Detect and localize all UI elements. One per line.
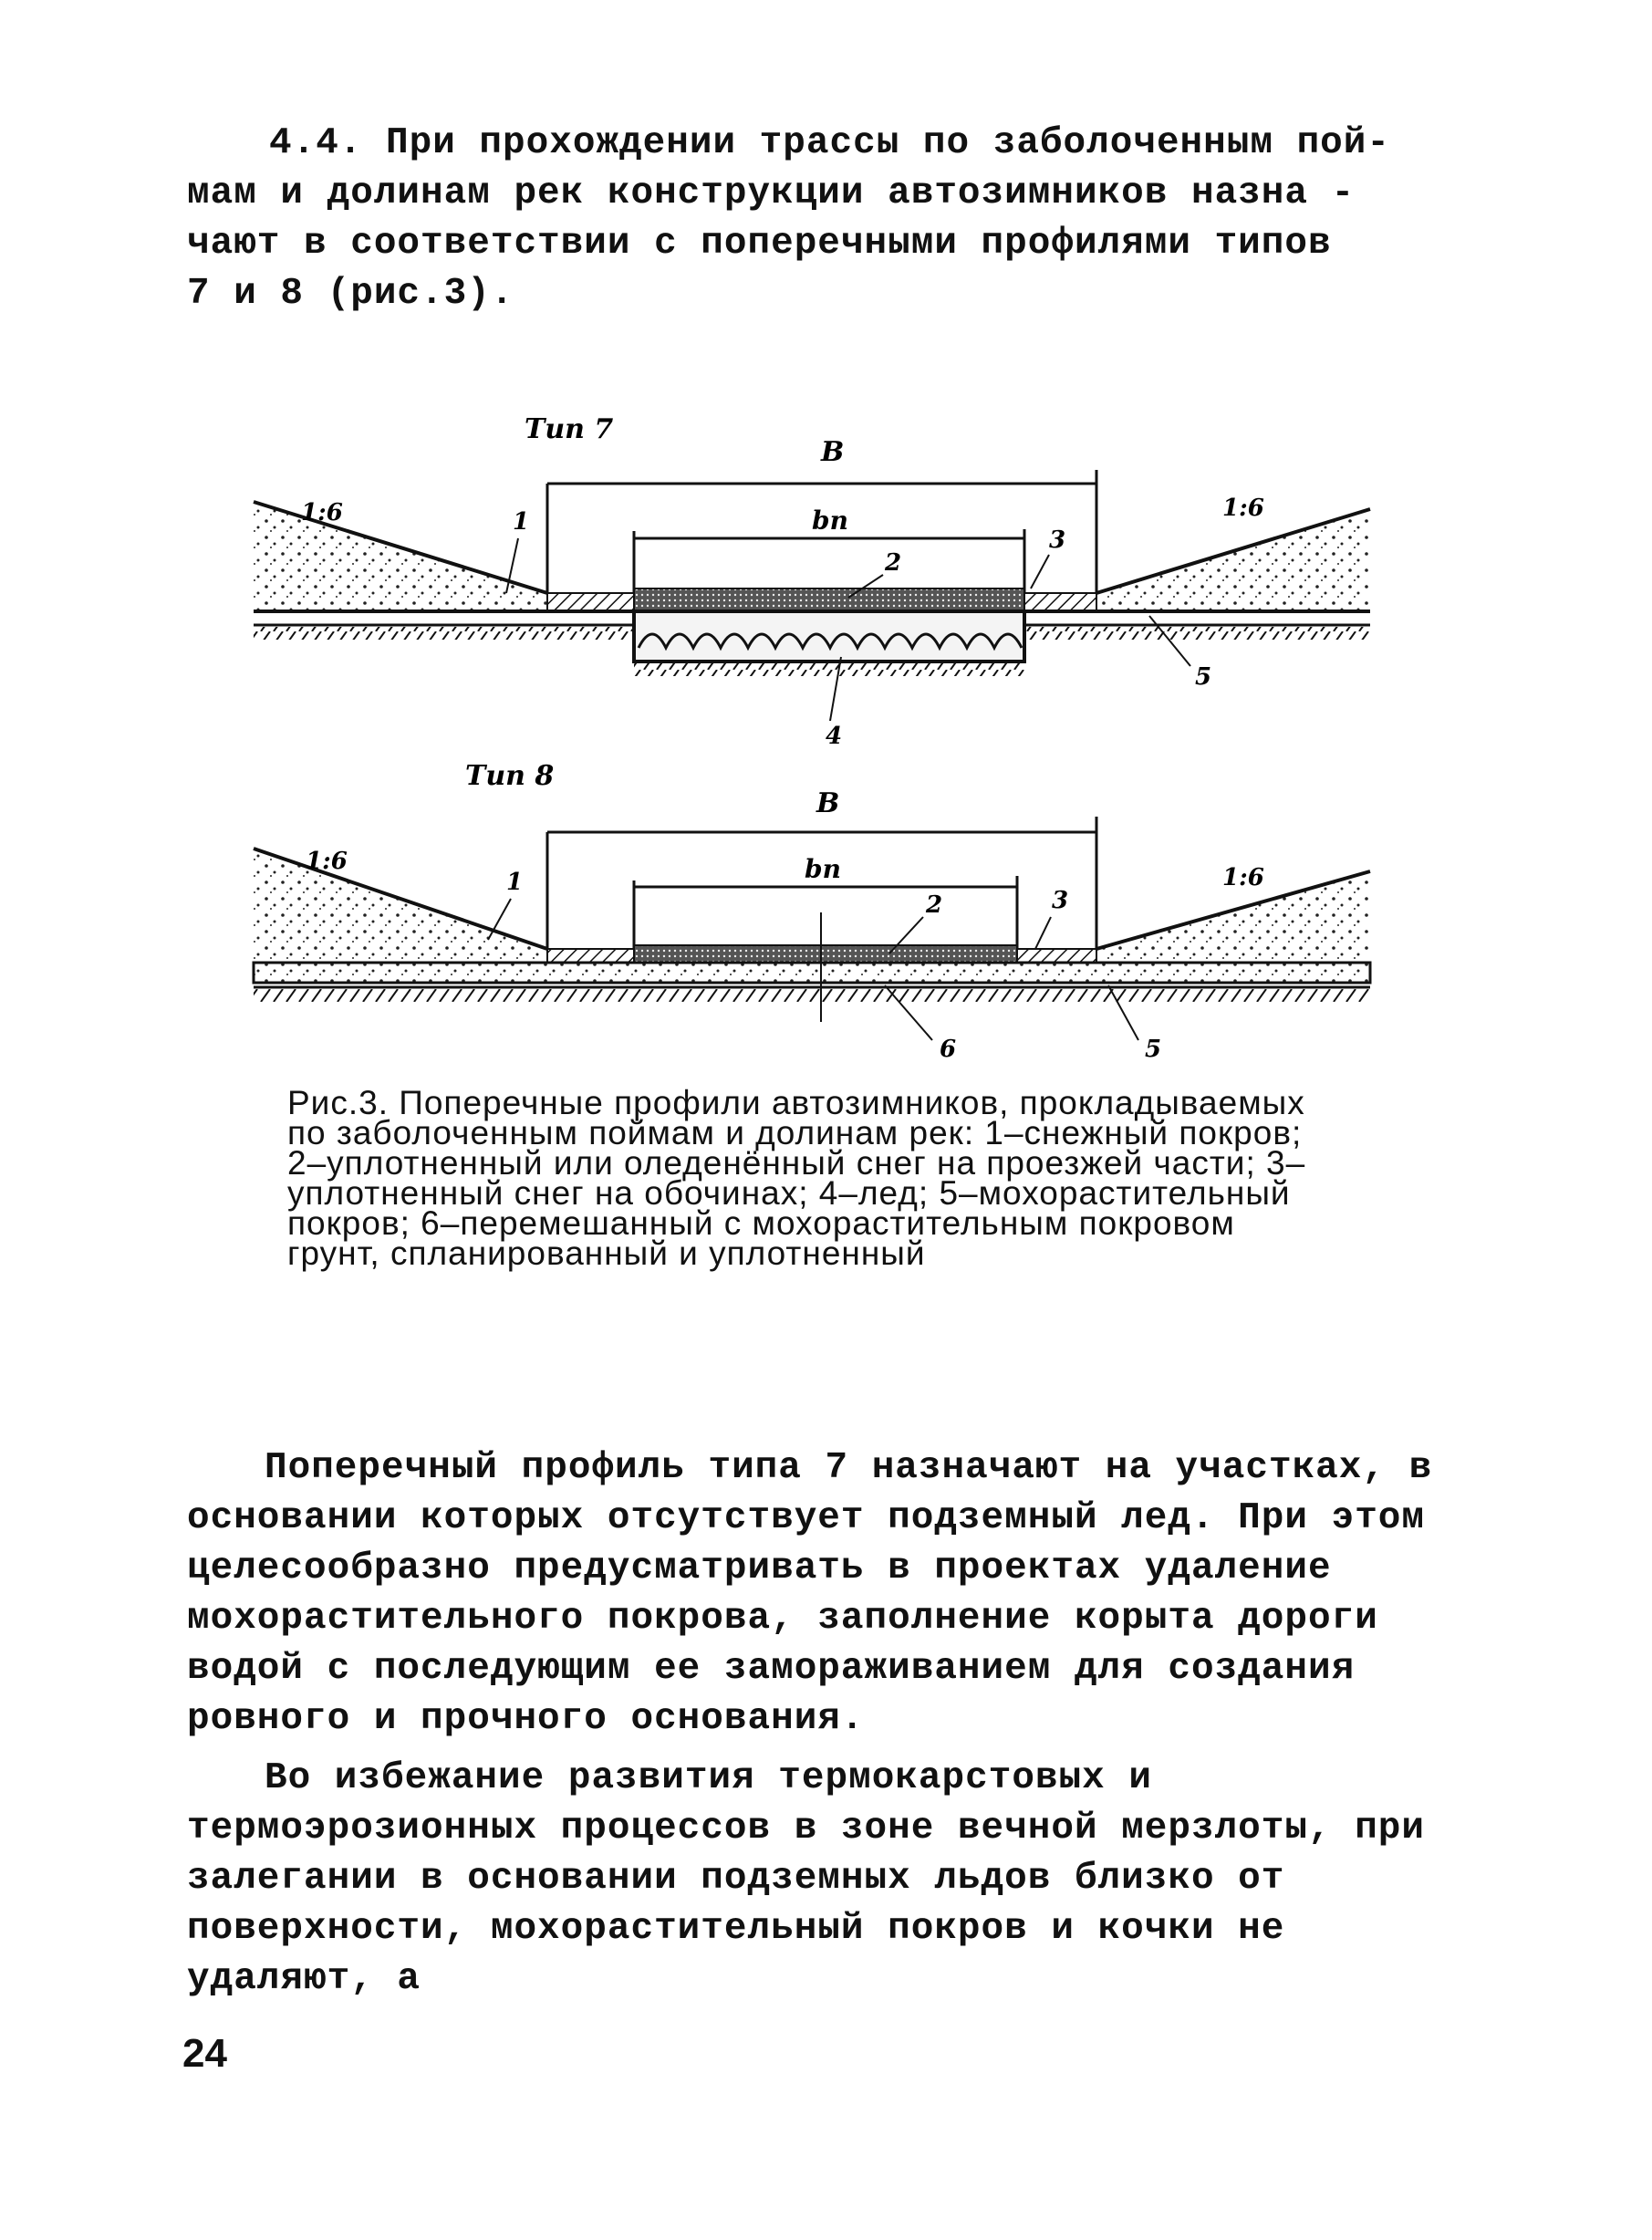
type7-title: Тип 7 [525, 413, 614, 445]
ground-soil-right [1024, 627, 1370, 640]
type8-carriageway-label: bп [805, 854, 841, 884]
type7-slope-right: 1:6 [1222, 495, 1264, 522]
type8-callout-6: 6 [940, 1036, 957, 1063]
type7-profile [254, 413, 1370, 750]
shoulder-left [547, 949, 634, 963]
type8-callout-1: 1 [506, 869, 524, 896]
ground-soil-left [254, 627, 634, 640]
type8-callout-3: 3 [1052, 887, 1069, 914]
intro-line: чают в соответствии с поперечными профилями типов [187, 223, 1332, 265]
type7-callout-1: 1 [513, 508, 530, 536]
snow-cover-left [254, 849, 547, 963]
body-paragraph: Поперечный профиль типа 7 назначают на участках, в основании которых отсутствует подземный лед. При этом целесообразно предусматривать в проектах удаление мохорастительного покрова, заполнение корыта дороги водой с последующим ее замораживанием для создания ровного и прочного основания. [187, 1447, 1433, 1740]
body-paragraph: Во избежание развития термокарстовых и термоэрозионных процессов в зоне вечной мерзлоты, при залегании в основании подземных льдов близко от поверхности, мохорастительный покров и кочки не удаляют, а [187, 1757, 1426, 2000]
type7-callout-5: 5 [1195, 663, 1212, 691]
intro-line: 7 и 8 (рис.3). [187, 273, 514, 315]
snow-cover-left [254, 502, 547, 611]
body-text [187, 1443, 1464, 2014]
type8-callout-2: 2 [926, 891, 943, 919]
type7-carriageway-label: bп [812, 505, 848, 536]
ground-soil-under-trench [634, 663, 1024, 676]
intro-paragraph [187, 119, 1464, 319]
type7-callout-4: 4 [826, 723, 843, 750]
intro-line: мам и долинам рек конструкции автозимников назна - [187, 172, 1356, 214]
cross-section-figure [246, 401, 1377, 1077]
type8-callout-5: 5 [1145, 1036, 1162, 1063]
type8-slope-left: 1:6 [306, 848, 348, 875]
type7-callout-2: 2 [885, 549, 902, 577]
shoulder-right [1017, 949, 1096, 963]
intro-line: 4.4. При прохождении трассы по заболоченным пой- [269, 122, 1390, 164]
type7-callout-3: 3 [1049, 526, 1066, 554]
type7-width-label: B [821, 436, 845, 468]
mixed-soil-layer [254, 963, 1370, 983]
type8-title: Тип 8 [465, 760, 555, 792]
shoulder-right [1024, 593, 1096, 611]
type8-slope-right: 1:6 [1222, 864, 1264, 891]
type7-slope-left: 1:6 [301, 499, 343, 526]
snow-cover-right [1096, 509, 1370, 611]
type8-width-label: B [816, 787, 840, 819]
compacted-snow-carriageway [634, 589, 1024, 611]
page-number: 24 [182, 2031, 227, 2076]
shoulder-left [547, 593, 634, 611]
type8-profile [254, 760, 1370, 1063]
figure-caption: Рис.3. Поперечные профили автозимников, прокладываемых по заболоченным поймам и долинам рек: 1–снежный покров; 2–уплотненный или оледенённый снег на проезжей части; 3–уплотненный снег на обочинах; 4–лед; 5–мохорастительный покров; 6–перемешанный с мохорастительным покровом грунт, спланированный и уплотненный [287, 1084, 1306, 1272]
ground-soil [254, 989, 1370, 1002]
compacted-snow-carriageway [634, 945, 1017, 963]
ice-trench [634, 611, 1024, 662]
